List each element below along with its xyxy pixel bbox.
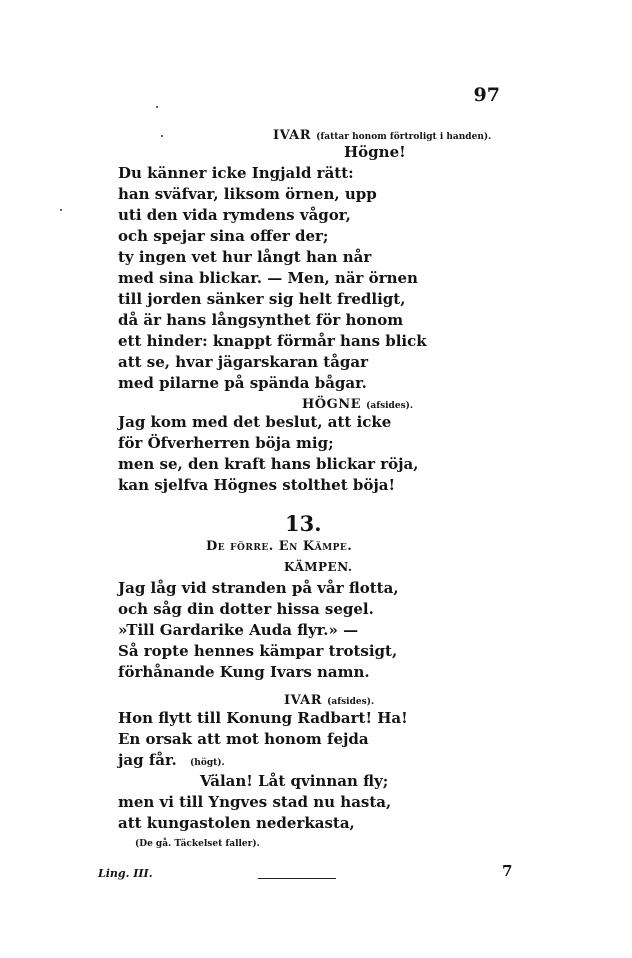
verse-block xyxy=(118,708,408,834)
verse-line: ett hinder: knappt förmår hans blick xyxy=(118,332,427,350)
print-speck xyxy=(161,135,163,137)
verse-line: men vi till Yngves stad nu hasta, xyxy=(118,793,392,811)
verse-block xyxy=(118,163,427,394)
print-speck xyxy=(156,106,158,108)
print-speck xyxy=(60,209,62,211)
verse-line: med sina blickar. — Men, när örnen xyxy=(118,269,418,287)
verse-line: Hon flytt till Konung Radbart! Ha! xyxy=(118,709,408,727)
verse-line: Jag låg vid stranden på vår flotta, xyxy=(118,579,399,597)
verse-block xyxy=(118,578,399,683)
verse-line: för Öfverherren böja mig; xyxy=(118,434,334,452)
speaker-name: IVAR xyxy=(284,693,323,708)
verse-line: Så ropte hennes kämpar trotsigt, xyxy=(118,642,398,660)
verse-line: till jorden sänker sig helt fredligt, xyxy=(118,290,406,308)
scene-characters: De förre. En Kämpe. xyxy=(206,539,353,554)
verse-line: och såg din dotter hissa segel. xyxy=(118,600,374,618)
verse-line: han sväfvar, liksom örnen, upp xyxy=(118,185,377,203)
stage-direction: (afsides). xyxy=(366,401,414,411)
stage-direction: (afsides). xyxy=(327,697,375,707)
page-number: 97 xyxy=(473,84,500,106)
stage-direction: (högt). xyxy=(190,758,225,768)
address-line: Högne! xyxy=(344,143,406,161)
footer-rule xyxy=(258,878,336,879)
verse-line: men se, den kraft hans blickar röja, xyxy=(118,455,419,473)
verse-line: och spejar sina offer der; xyxy=(118,227,329,245)
gathering-number: 7 xyxy=(502,862,513,880)
verse-line: »Till Gardarike Auda flyr.» — xyxy=(118,621,359,639)
speaker-heading xyxy=(284,689,374,708)
verse-line: att se, hvar jägarskaran tågar xyxy=(118,353,369,371)
verse-line: då är hans långsynthet för honom xyxy=(118,311,404,329)
verse-block xyxy=(118,412,418,496)
verse-line: med pilarne på spända bågar. xyxy=(118,374,367,392)
exit-direction: (De gå. Täckelset faller). xyxy=(135,839,260,849)
verse-line: Välan! Låt qvinnan fly; xyxy=(200,772,389,790)
speaker-heading xyxy=(273,124,491,143)
stage-direction: (fattar honom förtroligt i handen). xyxy=(316,132,492,142)
speaker-name: HÖGNE xyxy=(302,397,362,412)
verse-line: Du känner icke Ingjald rätt: xyxy=(118,164,354,182)
signature-mark: Ling. III. xyxy=(98,867,153,880)
verse-line: jag får. xyxy=(118,751,177,769)
verse-line: ty ingen vet hur långt han når xyxy=(118,248,372,266)
verse-line: att kungastolen nederkasta, xyxy=(118,814,355,832)
verse-line: En orsak att mot honom fejda xyxy=(118,730,369,748)
scene-number: 13. xyxy=(285,511,322,536)
scene-speaker: KÄMPEN. xyxy=(284,560,353,574)
speaker-heading xyxy=(302,393,413,412)
verse-line: kan sjelfva Högnes stolthet böja! xyxy=(118,476,396,494)
verse-line: uti den vida rymdens vågor, xyxy=(118,206,351,224)
speaker-name: IVAR xyxy=(273,128,312,143)
verse-line-with-aside xyxy=(118,750,408,771)
verse-line: förhånande Kung Ivars namn. xyxy=(118,663,370,681)
verse-line: Jag kom med det beslut, att icke xyxy=(118,413,392,431)
